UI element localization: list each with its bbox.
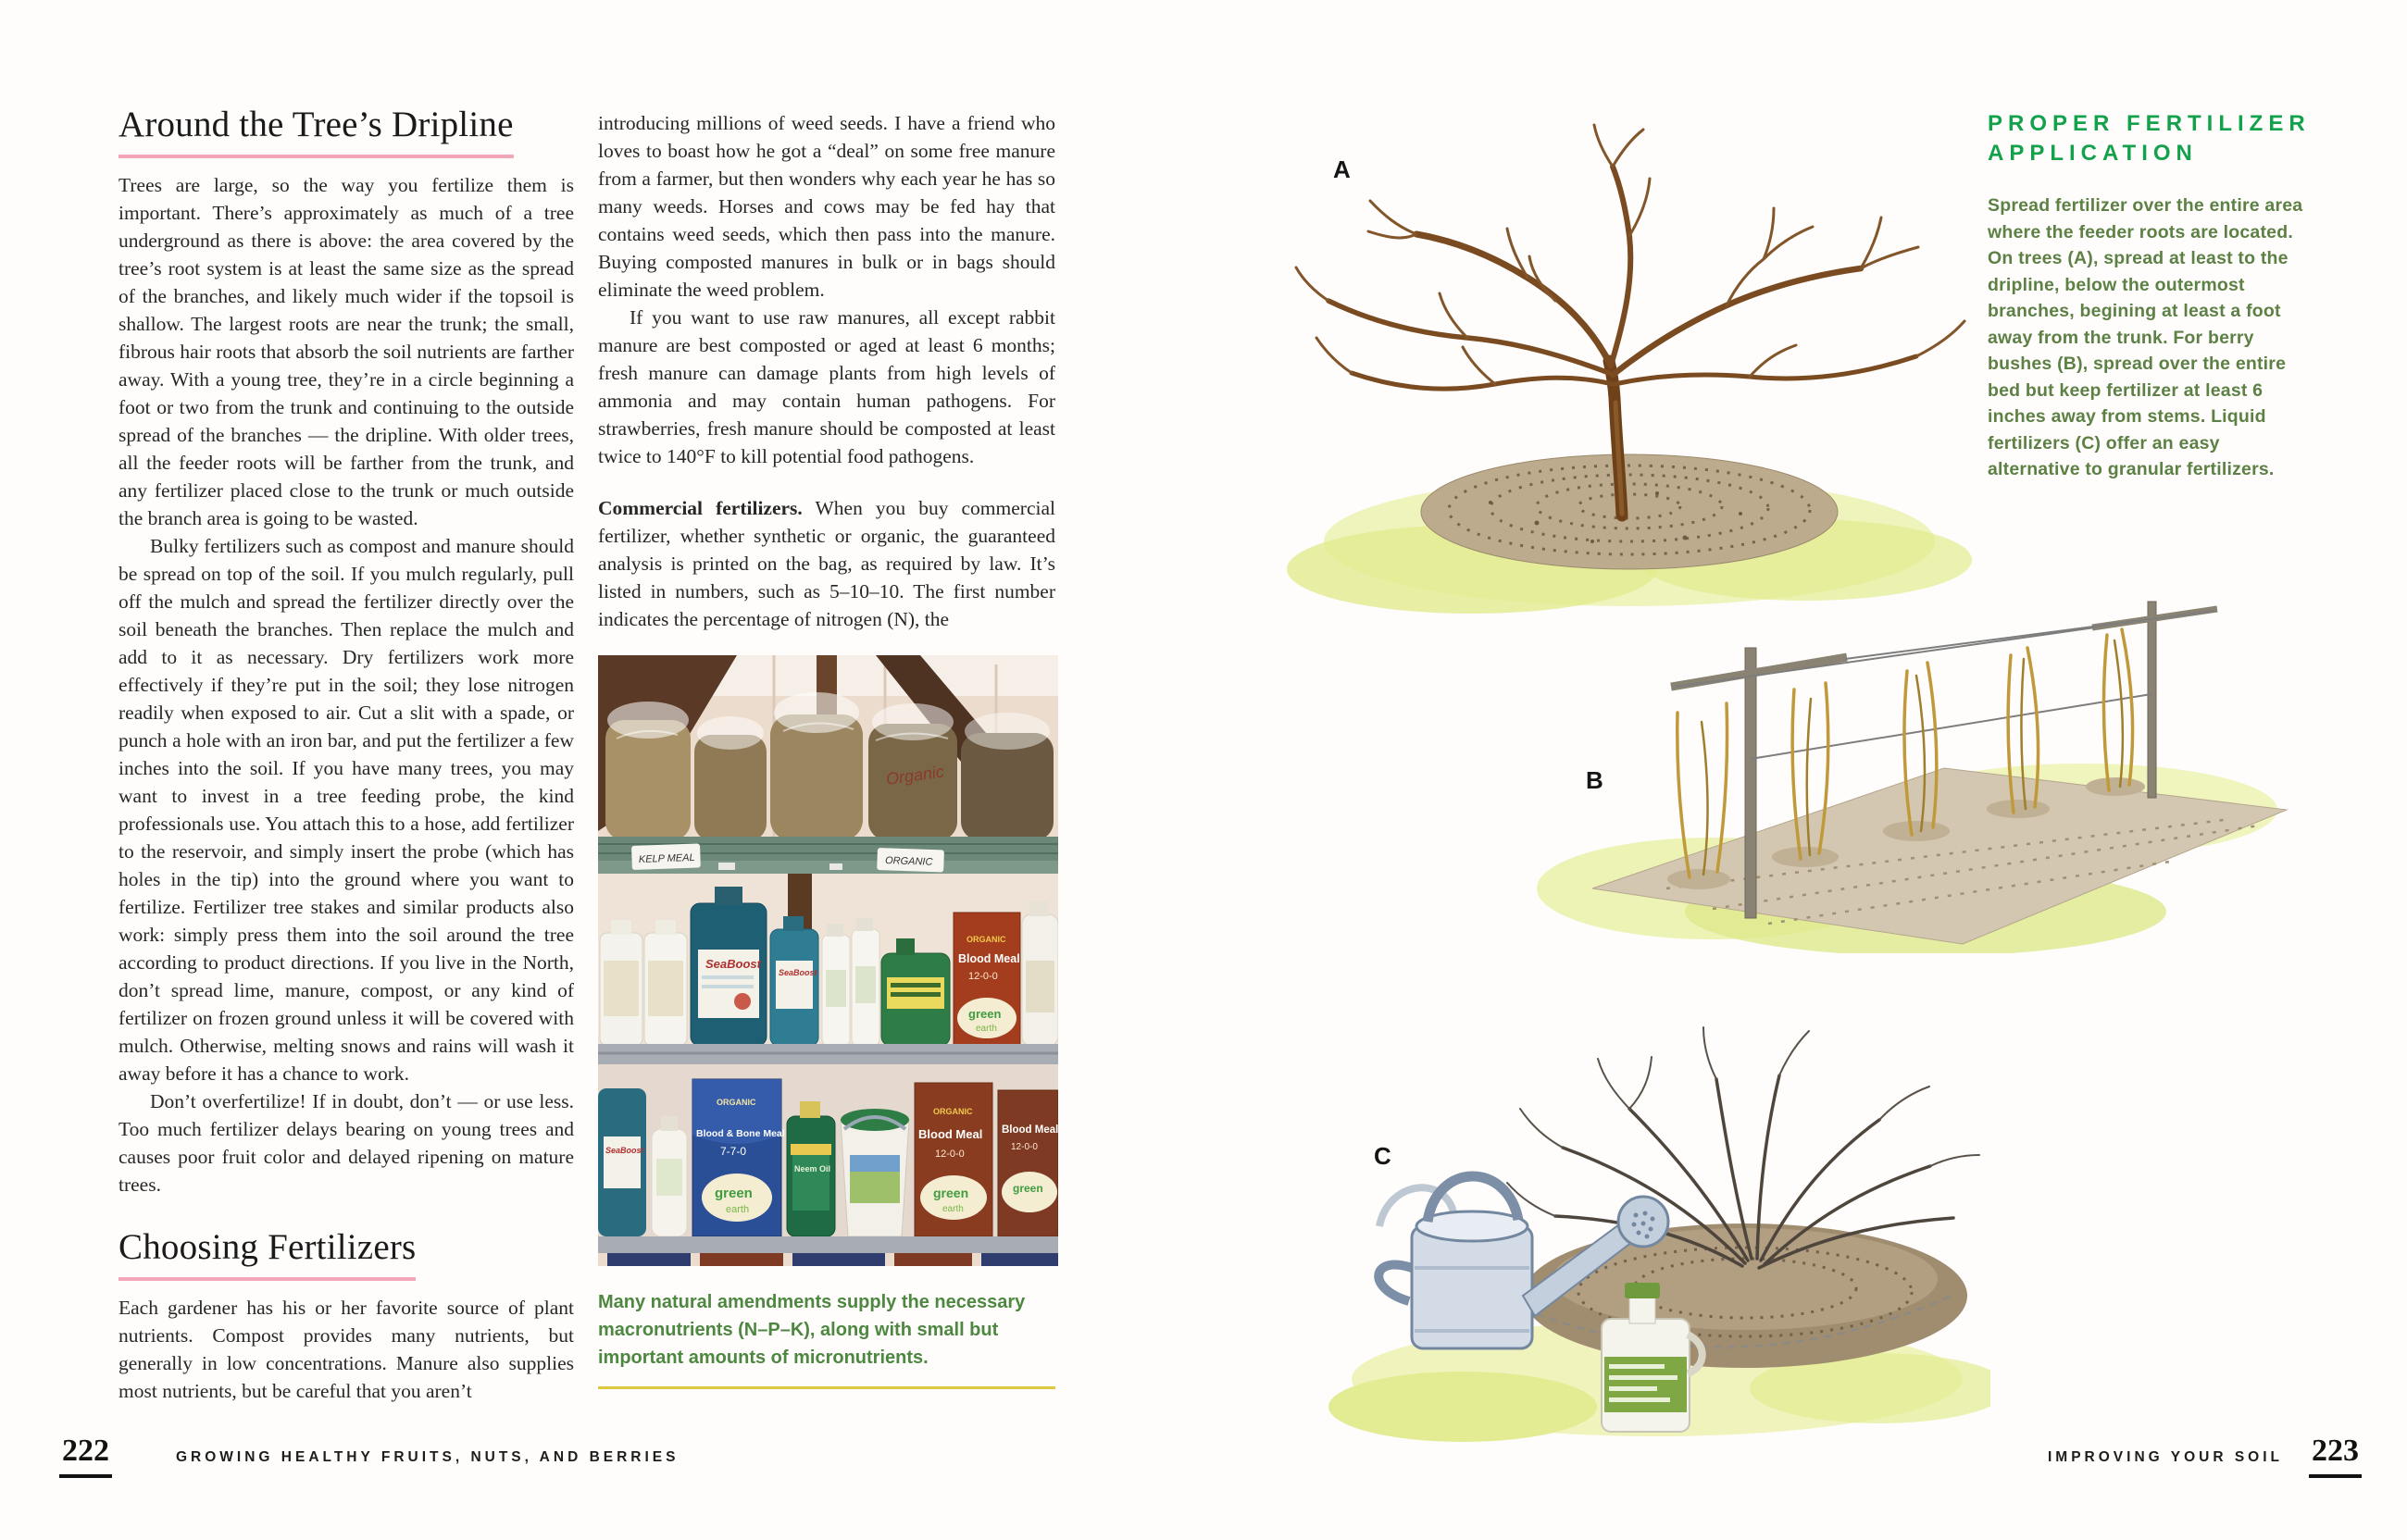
bottom-row-boxes bbox=[607, 1253, 1058, 1266]
box-title: Blood Meal bbox=[918, 1127, 983, 1141]
page-number-right: 223 bbox=[2309, 1435, 2362, 1478]
box-npk: 7-7-0 bbox=[720, 1145, 747, 1158]
white-jug bbox=[600, 920, 642, 1046]
blood-meal-box bbox=[954, 913, 1020, 1046]
seaboost-bottle-small bbox=[770, 916, 818, 1046]
box-npk: 12-0-0 bbox=[1011, 1142, 1038, 1152]
section-heading-choosing-fertilizers: Choosing Fertilizers bbox=[118, 1226, 416, 1281]
brand-green: green bbox=[968, 1007, 1002, 1021]
organic-shelf-tag bbox=[877, 848, 944, 872]
brand-green: green bbox=[715, 1186, 753, 1201]
figure-label-b: B bbox=[1586, 766, 1603, 794]
box-title: Blood Meal bbox=[958, 952, 1020, 965]
box-organic-text: ORGANIC bbox=[967, 935, 1006, 944]
bag-of-meal bbox=[961, 713, 1054, 840]
blood-meal-box bbox=[915, 1083, 992, 1236]
near-post bbox=[1745, 648, 1756, 918]
caption-rule bbox=[598, 1386, 1055, 1389]
fertilizer-shelf-photo bbox=[598, 655, 1058, 1266]
bag-of-kelp-meal bbox=[605, 702, 691, 840]
near-crossarm bbox=[1671, 657, 1847, 687]
section-heading-dripline: Around the Tree’s Dripline bbox=[118, 104, 514, 158]
paragraph: Each gardener has his or her favorite source of plant nutrients. Compost provides many nutrients, but generally in low concentrations. Manure also supplies most nutrients, but be careful that you aren’t bbox=[118, 1297, 574, 1402]
sidebar-title: PROPER FERTILIZER APPLICATION bbox=[1988, 111, 2311, 166]
blood-and-bone-meal-box bbox=[692, 1079, 785, 1236]
liquid-fertilizer-illustration bbox=[1324, 990, 1990, 1444]
brand-earth: earth bbox=[942, 1204, 964, 1214]
white-bucket bbox=[841, 1109, 909, 1236]
kelp-meal-shelf-tag bbox=[631, 843, 701, 870]
white-gallon-jug bbox=[1022, 901, 1058, 1046]
proper-fertilizer-sidebar bbox=[1988, 109, 2317, 483]
left-column bbox=[118, 104, 574, 1405]
mulch-circle bbox=[1421, 454, 1838, 569]
seaboost-bottle bbox=[598, 1088, 646, 1236]
neem-oil-bottle bbox=[787, 1101, 835, 1236]
middle-column bbox=[598, 109, 1058, 1389]
shelf-tag-text: ORGANIC bbox=[884, 855, 933, 868]
small-white-bottle bbox=[652, 1116, 687, 1236]
box-title: Blood & Bone Meal bbox=[696, 1128, 785, 1139]
far-post bbox=[2148, 602, 2156, 798]
paragraph: introducing millions of weed seeds. I have a friend who loves to boast how he got a “deal” on some free manure from a farmer, but then wonders why each year he has so many weeds. Horses and cows may be fed hay that contains weed seeds, which then pass into the manure. Buying composted manures in bulk or in bags should eliminate the weed problem. bbox=[598, 112, 1055, 301]
page-number-left: 222 bbox=[59, 1435, 112, 1478]
mulch-mound bbox=[1523, 1223, 1967, 1368]
running-title-left: GROWING HEALTHY FRUITS, NUTS, AND BERRIES bbox=[176, 1449, 680, 1465]
green-fertilizer-jugs bbox=[881, 938, 950, 1046]
blood-meal-box-partial bbox=[998, 1090, 1058, 1236]
box-organic-text: ORGANIC bbox=[717, 1098, 756, 1107]
paragraph-text: When you buy commercial fertilizer, whether synthetic or organic, the guaranteed analysis is printed on the bag, as required by law. It’s listed in numbers, such as 5–10–10. The first number indicates the percentage of nitrogen (N), the bbox=[598, 497, 1055, 630]
brand-earth: earth bbox=[976, 1024, 997, 1034]
seaboost-label: SeaBoost bbox=[605, 1146, 644, 1155]
photo-caption: Many natural amendments supply the necessary macronutrients (N–P–K), along with small but important amounts of micronutrients. bbox=[598, 1292, 1026, 1368]
seaboost-label: SeaBoost bbox=[705, 957, 761, 971]
white-jug bbox=[644, 920, 687, 1046]
jug-cap bbox=[1625, 1283, 1660, 1298]
side-handle bbox=[1378, 1264, 1412, 1301]
shelf-tag-text: KELP MEAL bbox=[638, 851, 695, 865]
box-title: Blood Meal bbox=[1002, 1124, 1058, 1136]
brand-green: green bbox=[933, 1186, 969, 1200]
box-npk: 12-0-0 bbox=[935, 1149, 965, 1160]
figure-label-a: A bbox=[1333, 155, 1351, 183]
bag-handwritten-label: Organic bbox=[884, 762, 945, 789]
box-organic-text: ORGANIC bbox=[933, 1107, 973, 1116]
neem-label: Neem Oil bbox=[794, 1164, 831, 1174]
figure-label-c: C bbox=[1374, 1142, 1391, 1170]
brand-earth: earth bbox=[726, 1204, 750, 1215]
brand-green: green bbox=[1013, 1182, 1043, 1195]
shelf-photo-illustration bbox=[598, 655, 1058, 1266]
berry-trellis-illustration bbox=[1528, 583, 2314, 953]
seaboost-label: SeaBoost bbox=[779, 968, 817, 977]
bold-lead-in: Commercial fertilizers. bbox=[598, 497, 803, 519]
green-mesh-shelf bbox=[598, 837, 1058, 874]
tree-illustration bbox=[1259, 79, 1981, 615]
paragraph-commercial-fertilizers bbox=[598, 494, 1055, 633]
metal-shelf bbox=[598, 1236, 1058, 1253]
paragraph: Bulky fertilizers such as compost and manure should be spread on top of the soil. If you mulch regularly, pull off the mulch and spread the fertilizer directly over the soil beneath the branches. Then replace the mulch and add to it as necessary. Dry fertilizers work more effectively if they’re put in the soil; they lose nitrogen readily when exposed to air. Cut a slit with a spade, or punch a hole with an iron bar, and put the fertilizer a few inches into the soil. If you have many trees, you may want to invest in a tree feeding probe, the kind professionals use. You attach this to a hose, add fertilizer to the reservoir, and simply insert the probe (which has holes in the tip) into the ground where you want to fertilize. Fertilizer tree stakes and similar products also work: simply press them into the soil around the tree according to product directions. If you live in the North, don’t spread lime, manure, compost, or any kind of fertilizer on frozen ground unless it will be covered with mulch. Otherwise, melting snows and rains will wash it away before it has a chance to work. bbox=[118, 535, 574, 1085]
paragraph: Trees are large, so the way you fertilize them is important. There’s approximately as much of a tree underground as there is above: the area covered by the tree’s root system is at least the same size as the spread of the branches, and likely much wider if the topsoil is shallow. The largest roots are near the trunk; the small, fibrous hair roots that absorb the soil nutrients are farther away. With a young tree, they’re in a circle beginning a foot or two from the trunk and continuing to the outside spread of the branches — the dripline. With older trees, all the feeder roots will be farther from the trunk, and any fertilizer placed close to the trunk or much outside the branch area is going to be wasted. bbox=[118, 174, 574, 529]
paragraph: If you want to use raw manures, all except rabbit manure are best composted or aged at least 6 months; fresh manure can damage plants from high levels of ammonia and may contain human pathogens. For strawberries, fresh manure should be composted at least twice to 140°F to kill potential food pathogens. bbox=[598, 306, 1055, 467]
bag-of-organic-meal bbox=[868, 703, 957, 840]
seaboost-bottle bbox=[691, 887, 767, 1046]
bag-of-meal bbox=[770, 692, 863, 840]
sidebar-body: Spread fertilizer over the entire area where the feeder roots are located. On trees (A), spread at least to the dripline, below the outermost branches, begining at least a foot away from the trunk. For berry bushes (B), spread over the entire bed but keep fertilizer at least 6 inches away from stems. Liquid fertilizers (C) offer an easy alternative to granular fertilizers. bbox=[1988, 195, 2303, 479]
box-npk: 12-0-0 bbox=[968, 971, 998, 982]
bag-of-meal bbox=[694, 716, 767, 840]
running-title-right: IMPROVING YOUR SOIL bbox=[2048, 1449, 2283, 1465]
paragraph: Don’t overfertilize! If in doubt, don’t — or use less. Too much fertilizer delays bearing on young trees and causes poor fruit color and delayed ripening on mature trees. bbox=[118, 1090, 574, 1196]
